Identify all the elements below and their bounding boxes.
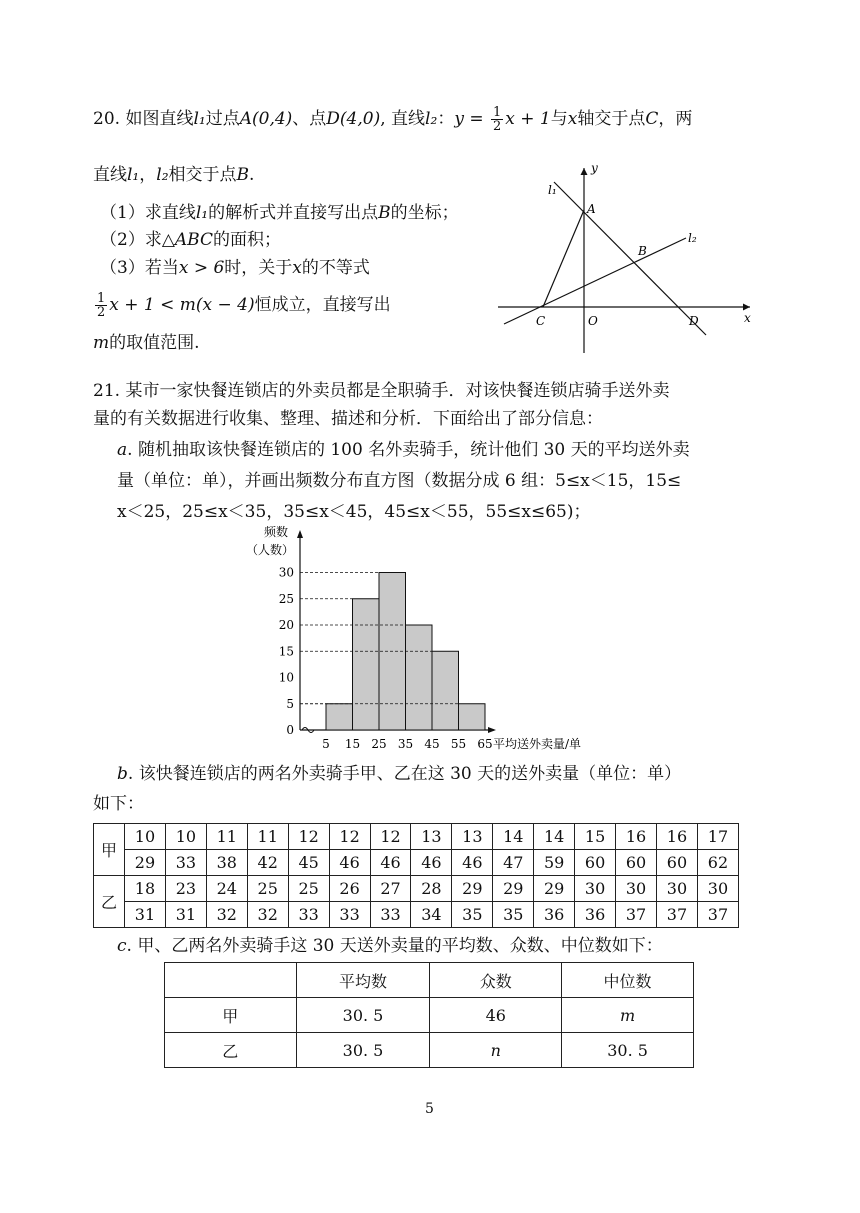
grid-cell: 30	[616, 876, 657, 902]
stats-cell: m	[562, 998, 694, 1033]
grid-cell: 59	[534, 850, 575, 876]
label-C: C	[536, 314, 546, 328]
grid-row	[94, 850, 739, 876]
grid-cell: 10	[165, 824, 206, 850]
grid-cell: 24	[206, 876, 247, 902]
grid-cell: 31	[165, 902, 206, 928]
grid-cell: 60	[656, 850, 697, 876]
grid-cell: 29	[493, 876, 534, 902]
y-axis-arrow	[297, 530, 303, 538]
grid-cell: 35	[493, 902, 534, 928]
grid-cell: 46	[370, 850, 411, 876]
q20-last: m的取值范围.	[93, 333, 200, 353]
label-l1: l₁	[548, 183, 557, 197]
grid-cell: 14	[493, 824, 534, 850]
stats-cell: 甲	[165, 998, 297, 1033]
y-tick-label: 5	[286, 696, 294, 711]
grid-cell: 11	[206, 824, 247, 850]
grid-cell: 12	[370, 824, 411, 850]
histogram-bar	[353, 599, 380, 730]
grid-row	[94, 824, 739, 850]
grid-cell: 32	[206, 902, 247, 928]
grid-cell: 25	[247, 876, 288, 902]
grid-cell: 33	[370, 902, 411, 928]
grid-cell: 46	[411, 850, 452, 876]
grid-cell: 36	[534, 902, 575, 928]
q20-inequality: $\frac{1}{2}$ x + 1 < m(x − 4)恒成立，直接写出	[97, 291, 391, 320]
x-axis-label: 平均送外卖量/单	[493, 737, 582, 750]
grid-cell: 33	[165, 850, 206, 876]
grid-cell: 29	[452, 876, 493, 902]
x-axis-arrow	[488, 727, 496, 733]
stats-header: 平均数	[296, 963, 430, 998]
q21-a1: a. 随机抽取该快餐连锁店的 100 名外卖骑手，统计他们 30 天的平均送外卖	[117, 440, 690, 460]
histogram-bar	[326, 704, 353, 730]
grid-cell: 27	[370, 876, 411, 902]
x-tick-label: 35	[397, 737, 414, 750]
label-B: B	[638, 244, 647, 258]
grid-cell: 16	[656, 824, 697, 850]
grid-cell: 29	[125, 850, 166, 876]
x-tick-label: 45	[424, 737, 440, 750]
grid-cell: 30	[656, 876, 697, 902]
grid-cell: 18	[125, 876, 166, 902]
segment-AC	[543, 210, 584, 307]
histogram-bar	[406, 625, 433, 730]
label-l2: l₂	[688, 231, 697, 245]
grid-cell: 15	[575, 824, 616, 850]
grid-cell: 38	[206, 850, 247, 876]
stats-cell: 30. 5	[296, 1033, 430, 1068]
grid-cell: 60	[575, 850, 616, 876]
grid-cell: 11	[247, 824, 288, 850]
label-O: O	[588, 314, 598, 328]
grid-cell: 36	[575, 902, 616, 928]
grid-cell: 32	[247, 902, 288, 928]
y-tick-label: 10	[278, 670, 294, 685]
q21-intro1: 21. 某市一家快餐连锁店的外卖员都是全职骑手．对该快餐连锁店骑手送外卖	[93, 381, 670, 401]
label-y: y	[591, 161, 598, 175]
delivery-grid	[93, 823, 739, 928]
grid-cell: 37	[616, 902, 657, 928]
x-tick-label: 5	[322, 737, 330, 750]
grid-cell: 46	[452, 850, 493, 876]
grid-row	[94, 876, 739, 902]
line-l2	[504, 238, 686, 324]
stats-cell: 30. 5	[562, 1033, 694, 1068]
label-x: x	[744, 311, 751, 325]
grid-cell: 10	[125, 824, 166, 850]
line-l1	[554, 182, 706, 335]
q21-c: c. 甲、乙两名外卖骑手这 30 天送外卖量的平均数、众数、中位数如下：	[117, 936, 663, 956]
grid-cell: 25	[288, 876, 329, 902]
grid-cell: 35	[452, 902, 493, 928]
stats-cell: n	[430, 1033, 562, 1068]
grid-cell: 45	[288, 850, 329, 876]
grid-cell: 30	[575, 876, 616, 902]
stats-header: 中位数	[562, 963, 694, 998]
y-tick-label: 20	[278, 618, 294, 632]
q21-intro2: 量的有关数据进行收集、整理、描述和分析．下面给出了部分信息：	[93, 409, 603, 429]
q21-b1: b. 该快餐连锁店的两名外卖骑手甲、乙在这 30 天的送外卖量（单位：单）	[117, 764, 682, 784]
y-tick-label: 30	[278, 565, 294, 580]
q20-sub2: （2）求△ABC的面积；	[100, 230, 281, 250]
x-tick-label: 55	[450, 737, 467, 750]
stats-header	[165, 963, 297, 998]
grid-cell: 23	[165, 876, 206, 902]
grid-cell: 47	[493, 850, 534, 876]
x-tick-label: 15	[344, 737, 361, 750]
grid-cell: 26	[329, 876, 370, 902]
q21-b2: 如下：	[93, 794, 144, 814]
y-axis-label: 频数	[263, 525, 289, 539]
stats-header: 众数	[430, 963, 562, 998]
q20-sub1: （1）求直线l₁的解析式并直接写出点B的坐标；	[100, 203, 459, 223]
grid-cell: 33	[329, 902, 370, 928]
grid-cell: 12	[329, 824, 370, 850]
histogram-bar	[459, 704, 486, 730]
label-D: D	[689, 314, 699, 328]
y-tick-label: 15	[278, 644, 294, 659]
grid-cell: 28	[411, 876, 452, 902]
rider-label: 甲	[94, 824, 125, 876]
grid-cell: 12	[288, 824, 329, 850]
grid-cell: 42	[247, 850, 288, 876]
stats-table	[164, 962, 694, 1068]
grid-cell: 29	[534, 876, 575, 902]
grid-cell: 30	[697, 876, 738, 902]
grid-cell: 34	[411, 902, 452, 928]
q20-line1: 20. 如图直线l₁过点A(0,4)、点D(4,0), 直线l₂：y = $\frac{1}{2}$ x + 1与x轴交于点C，两	[93, 105, 693, 134]
q20-line2: 直线l₁，l₂相交于点B.	[93, 165, 255, 185]
q21-a2: 量（单位：单），并画出频数分布直方图（数据分成 6 组：5≤x＜15，15≤	[117, 471, 682, 491]
grid-cell: 31	[125, 902, 166, 928]
x-tick-label: 65	[477, 737, 493, 750]
grid-cell: 13	[452, 824, 493, 850]
q20-figure	[498, 160, 760, 360]
x-tick-label: 25	[371, 737, 387, 750]
q21-a3: x＜25，25≤x＜35，35≤x＜45，45≤x＜55，55≤x≤65)；	[117, 502, 591, 522]
histogram-bar	[432, 651, 459, 730]
fraction: $\frac{1}{2}$	[97, 291, 106, 320]
q20-sub3: （3）若当x > 6时，关于x的不等式	[100, 258, 370, 278]
grid-cell: 60	[616, 850, 657, 876]
grid-cell: 37	[697, 902, 738, 928]
page-number: 5	[425, 1101, 434, 1117]
label-A: A	[587, 202, 596, 216]
grid-cell: 46	[329, 850, 370, 876]
y-tick-label: 25	[278, 591, 294, 606]
stats-cell: 乙	[165, 1033, 297, 1068]
y-axis-label-unit: （人数）	[245, 543, 295, 557]
grid-cell: 13	[411, 824, 452, 850]
grid-row	[94, 902, 739, 928]
fraction: $\frac{1}{2}$	[492, 105, 502, 134]
histogram-chart	[236, 524, 636, 750]
grid-cell: 14	[534, 824, 575, 850]
grid-cell: 62	[697, 850, 738, 876]
grid-cell: 33	[288, 902, 329, 928]
grid-cell: 16	[616, 824, 657, 850]
stats-cell: 46	[430, 998, 562, 1033]
stats-cell: 30. 5	[296, 998, 430, 1033]
grid-cell: 37	[656, 902, 697, 928]
y-tick-label: 0	[286, 723, 294, 737]
grid-cell: 17	[697, 824, 738, 850]
rider-label: 乙	[94, 876, 125, 928]
